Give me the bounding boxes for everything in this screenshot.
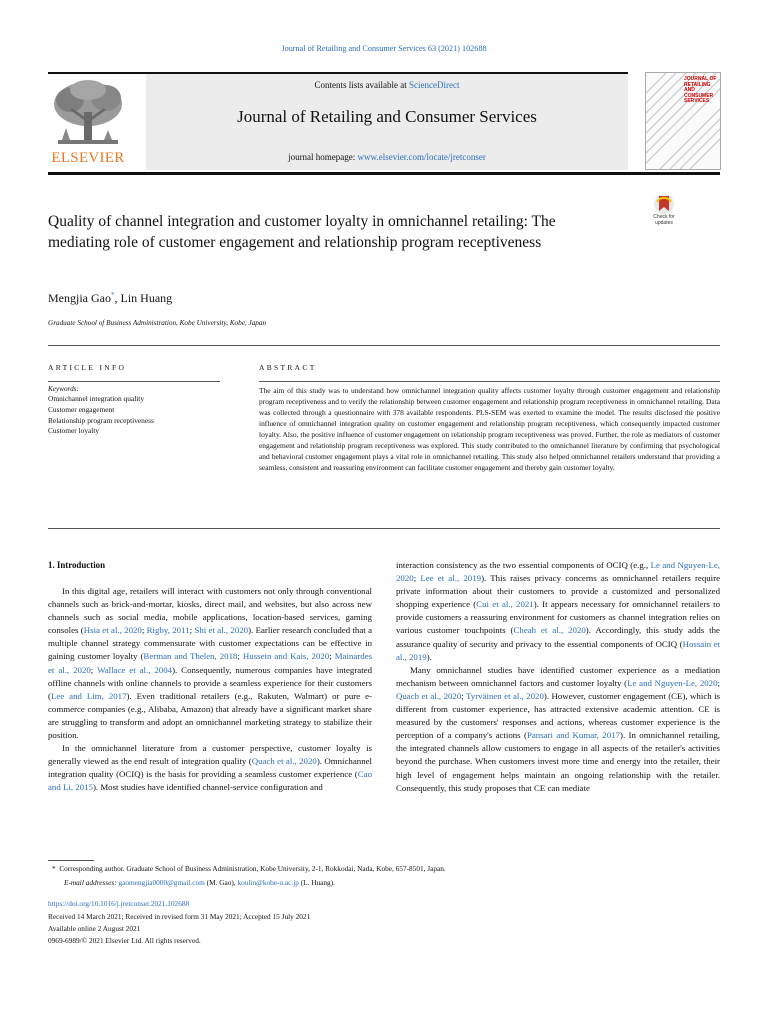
available-online: Available online 2 August 2021	[48, 924, 141, 933]
citation-link[interactable]: Tyrväinen et al., 2020	[466, 690, 544, 701]
abstract-heading: ABSTRACT	[259, 363, 317, 372]
bookmark-icon	[646, 193, 682, 215]
journal-banner	[146, 74, 628, 170]
homepage-link[interactable]: www.elsevier.com/locate/jretconser	[357, 152, 486, 162]
journal-homepage: journal homepage: www.elsevier.com/locate/jretconser	[288, 152, 486, 162]
citation-link[interactable]: Rigby, 2011	[146, 625, 190, 636]
paragraph: interaction consistency as the two essential components of OCIQ (e.g., Le and Nguyen-Le, 2020; Lee et al., 2019). This raises privacy concerns as omnichannel retailers require private information about their customers to provide a customized and personalized shopping experience (Cui et al., 2021). It appears necessary for omnichannel retailers to provide customers a reassuring environment for customers as channel integration relies on various customer touchpoints (Cheah et al., 2020). Accordingly, this study adds the assurance quality of security and privacy to the essential components of OCIQ (Hossain et al., 2019).	[396, 560, 721, 662]
article-info-heading: ARTICLE INFO	[48, 363, 127, 372]
header-bottom-rule	[48, 172, 720, 175]
corresponding-footnote: * Corresponding author. Graduate School of Business Administration, Kobe University, 2-1, Rokkodai, Nada, Kobe, 657-8501, Japan.	[52, 864, 446, 873]
author-list: Mengjia Gao*, Lin Huang	[48, 291, 173, 305]
contents-available: Contents lists available at ScienceDirect	[314, 80, 460, 90]
keywords-list	[48, 394, 154, 437]
elsevier-wordmark[interactable]: ELSEVIER	[51, 150, 125, 166]
received-dates: Received 14 March 2021; Received in revised form 31 May 2021; Accepted 15 July 2021	[48, 912, 311, 921]
email-link[interactable]: koulin@kobe-u.ac.jp	[237, 878, 299, 887]
check-for-updates-badge[interactable]	[646, 193, 682, 229]
citation-link[interactable]: Pansari and Kumar, 2017	[526, 730, 620, 741]
right-column	[396, 559, 720, 795]
section-heading: 1. Introduction	[48, 560, 106, 570]
email-footnote: E-mail addresses: gaomengjia0000@gmail.com (M. Gao), koulin@kobe-u.ac.jp (L. Huang).	[64, 878, 335, 887]
citation-link[interactable]: Quach et al., 2020	[396, 690, 462, 701]
citation-link[interactable]: Hossain et al., 2019	[396, 638, 721, 662]
section-rule	[48, 528, 720, 529]
citation-link[interactable]: Lee and Lim, 2017	[50, 690, 127, 701]
citation-link[interactable]: Hussein and Kais, 2020	[242, 651, 330, 662]
citation-link[interactable]: Lee et al., 2019	[420, 573, 482, 584]
journal-title: Journal of Retailing and Consumer Services	[237, 107, 537, 126]
citation-link[interactable]: Cheah et al., 2020	[513, 625, 586, 636]
author-name[interactable]: Lin Huang	[120, 291, 173, 305]
email-link[interactable]: gaomengjia0000@gmail.com	[118, 878, 205, 887]
author-name[interactable]: Mengjia Gao	[48, 291, 111, 305]
section-rule	[48, 345, 720, 346]
citation-link[interactable]: Wallace et al., 2004	[97, 664, 173, 675]
citation-link[interactable]: Le and Nguyen-Le, 2020	[396, 560, 720, 584]
abstract-text: The aim of this study was to understand how omnichannel integration quality affects customer loyalty through customer engagement and relationship program receptiveness and to verify the relationship between customer engagement and relationship program receptiveness in omnichannel retailing. Data was collected through a questionnaire with 378 available respondents. PLS-SEM was exerted to examine the model. The results disclosed the positive influence of omnichannel integration quality on customer engagement and relationship program receptiveness, which consequently impacted customer loyalty. Also, the positive influence of customer engagement on relationship program receptiveness was proved. Further, the role as mediators of customer engagement and relationship program receptiveness was explored. This study contributed to the omnichannel literature by confirming that psychological and behavioral customer engagement plays a vital role in omnichannel retailing. This study also helped omnichannel retailers understand that providing a seamless, consistent and reassuring environment can facilitate customer engagement and thereby gain customer loyalty.	[259, 386, 720, 473]
citation-link[interactable]: Cui et al., 2021	[476, 599, 534, 610]
footnote-rule	[48, 860, 94, 861]
sciencedirect-link[interactable]: ScienceDirect	[409, 80, 460, 90]
keywords-rule	[48, 381, 220, 382]
check-for-updates-label: Check for updates	[653, 214, 675, 226]
left-column	[48, 585, 372, 795]
citation-link[interactable]: Le and Nguyen-Le, 2020	[627, 677, 718, 688]
paragraph: In this digital age, retailers will interact with customers not only through conventional channels such as brick-and-mortar, kiosks, direct mail, and websites, but also across new channels such as social media, mobile applications, location-based services, gaming consoles (Hsia et al., 2020; Rigby, 2011; Shi et al., 2020). Earlier research concluded that a multiple channel strategy commensurate with customer expectations can be effective in gaining customer loyalty (Berman and Thelen, 2018; Hussein and Kais, 2020; Mainardes et al., 2020; Wallace et al., 2004). Consequently, numerous companies have integrated offline channels with online channels to provide a seamless experience for their customers (Lee and Lim, 2017). Even traditional retailers (e.g., Rakuten, Walmart) or pure e-commerce companies (e.g., Alibaba, Amazon) that already have a significant market share are struggling to transform and adopt an omnichannel marketing strategy to stabilize their position.	[48, 586, 373, 741]
cover-title: JOURNAL OF RETAILING AND CONSUMER SERVICES	[684, 76, 717, 105]
keyword: Customer engagement	[48, 404, 115, 414]
keyword: Relationship program receptiveness	[48, 415, 154, 425]
citation-link[interactable]: Shi et al., 2020	[194, 625, 249, 636]
corresponding-mark[interactable]: *	[110, 291, 115, 299]
citation-link[interactable]: Cao and Li, 2015	[48, 769, 372, 793]
citation-link[interactable]: Mainardes et al., 2020	[48, 651, 373, 675]
article-title: Quality of channel integration and customer loyalty in omnichannel retailing: The mediating role of customer engagement and relationship program receptiveness	[48, 213, 556, 251]
affiliation: Graduate School of Business Administration, Kobe University, Kobe, Japan	[48, 319, 267, 327]
copyright: 0969-6989/© 2021 Elsevier Ltd. All rights reserved.	[48, 936, 201, 945]
journal-citation[interactable]: Journal of Retailing and Consumer Services 63 (2021) 102688	[281, 44, 487, 53]
paragraph: Many omnichannel studies have identified customer experience as a mediation mechanism between omnichannel factors and customer loyalty (Le and Nguyen-Le, 2020; Quach et al., 2020; Tyrväinen et al., 2020). However, customer engagement (CE), which is different from customer experience, has attracted extensive academic attention. CE is measured by the customers' responses and actions, whereas customer experience is the perception of a company's actions (Pansari and Kumar, 2017). In omnichannel retailing, the integrated channels allow customers to engage in all aspects of the retailer's activities beyond the purchase. When customers invest more time and energy into the retailer, their high level of engagement helps maintain an ongoing relationship with the retailer. Consequently, this study proposes that CE can mediate	[396, 664, 721, 793]
citation-link[interactable]: Berman and Thelen, 2018	[143, 651, 238, 662]
abstract-rule	[259, 381, 720, 382]
journal-cover-thumbnail[interactable]	[645, 72, 721, 170]
keyword: Omnichannel integration quality	[48, 394, 145, 403]
keywords-label: Keywords:	[48, 385, 79, 393]
paragraph: In the omnichannel literature from a customer perspective, customer loyalty is generally viewed as the end result of integration quality (Quach et al., 2020). Omnichannel integration quality (OCIQ) is the basis for providing a seamless customer experience (Cao and Li, 2015). Most studies have identified channel-service configuration and	[48, 743, 372, 793]
citation-link[interactable]: Quach et al., 2020	[251, 756, 317, 767]
doi-link[interactable]: https://doi.org/10.1016/j.jretconser.2021.102688	[48, 899, 190, 908]
citation-link[interactable]: Hsia et al., 2020	[83, 625, 142, 636]
keyword: Customer loyalty	[48, 426, 100, 436]
